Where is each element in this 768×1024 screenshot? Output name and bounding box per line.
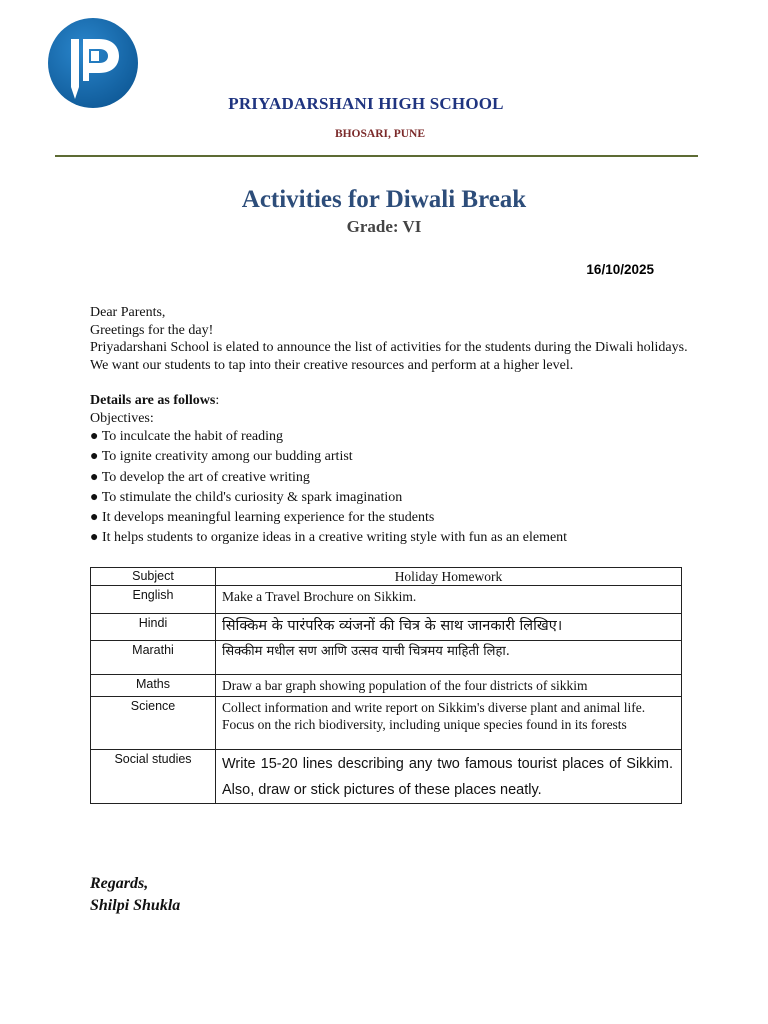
objectives-list [90, 427, 690, 549]
task-cell: Make a Travel Brochure on Sikkim. [216, 586, 682, 614]
table-row [91, 586, 682, 614]
regards-text: Regards, [90, 875, 149, 892]
school-location: BHOSARI, PUNE [334, 128, 426, 140]
homework-table [90, 567, 682, 804]
objective-item: ● To ignite creativity among our budding artist [90, 449, 353, 465]
details-heading: Details are as follows: [90, 393, 220, 408]
header-divider [55, 155, 698, 157]
letter-body [90, 304, 690, 549]
table-row [91, 750, 682, 804]
table-row [91, 697, 682, 750]
signatory-name: Shilpi Shukla [90, 897, 181, 914]
greeting: Greetings for the day! [90, 322, 214, 338]
subject-cell: English [91, 586, 216, 614]
objective-item: ● To inculcate the habit of reading [90, 429, 284, 444]
objective-item: ● It helps students to organize ideas in a creative writing style with fun as an element [90, 530, 568, 546]
signoff [90, 873, 180, 917]
task-cell: सिक्किम के पारंपरिक व्यंजनों की चित्र के साथ जानकारी लिखिए। [216, 614, 682, 641]
table-row [91, 641, 682, 675]
school-name: PRIYADARSHANI HIGH SCHOOL [228, 94, 504, 113]
objectives-label: Objectives: [90, 410, 154, 426]
objective-item: ● It develops meaningful learning experience for the students [90, 510, 435, 526]
subject-cell: Hindi [91, 614, 216, 641]
objective-item: ● To develop the art of creative writing [90, 469, 310, 485]
subject-cell: Social studies [91, 750, 216, 804]
intro-paragraph: Priyadarshani School is elated to announce the list of activities for the students during the Diwali holidays. We want our students to tap into their creative resources and perform at a higher level. [90, 340, 688, 373]
task-cell: Draw a bar graph showing population of the four districts of sikkim [216, 675, 682, 697]
subject-cell: Marathi [91, 641, 216, 675]
subject-cell: Maths [91, 675, 216, 697]
table-row [91, 614, 682, 641]
table-row [91, 675, 682, 697]
task-cell: Collect information and write report on Sikkim's diverse plant and animal life. Focus on the rich biodiversity, including unique species found in its forests [216, 697, 682, 750]
task-cell: सिक्कीम मधील सण आणि उत्सव याची चित्रमय माहिती लिहा. [216, 641, 682, 675]
header-subject: Subject [91, 568, 216, 586]
salutation: Dear Parents, [90, 305, 166, 320]
grade-label: Grade: VI [346, 217, 422, 236]
objective-item: ● To stimulate the child's curiosity & spark imagination [90, 489, 403, 505]
table-header-row [91, 568, 682, 586]
subject-cell: Science [91, 697, 216, 750]
task-cell: Write 15-20 lines describing any two famous tourist places of Sikkim. Also, draw or stick pictures of these places neatly. [216, 750, 682, 804]
document-title: Activities for Diwali Break [241, 186, 527, 213]
document-date: 16/10/2025 [586, 262, 654, 277]
header-homework: Holiday Homework [216, 568, 682, 586]
